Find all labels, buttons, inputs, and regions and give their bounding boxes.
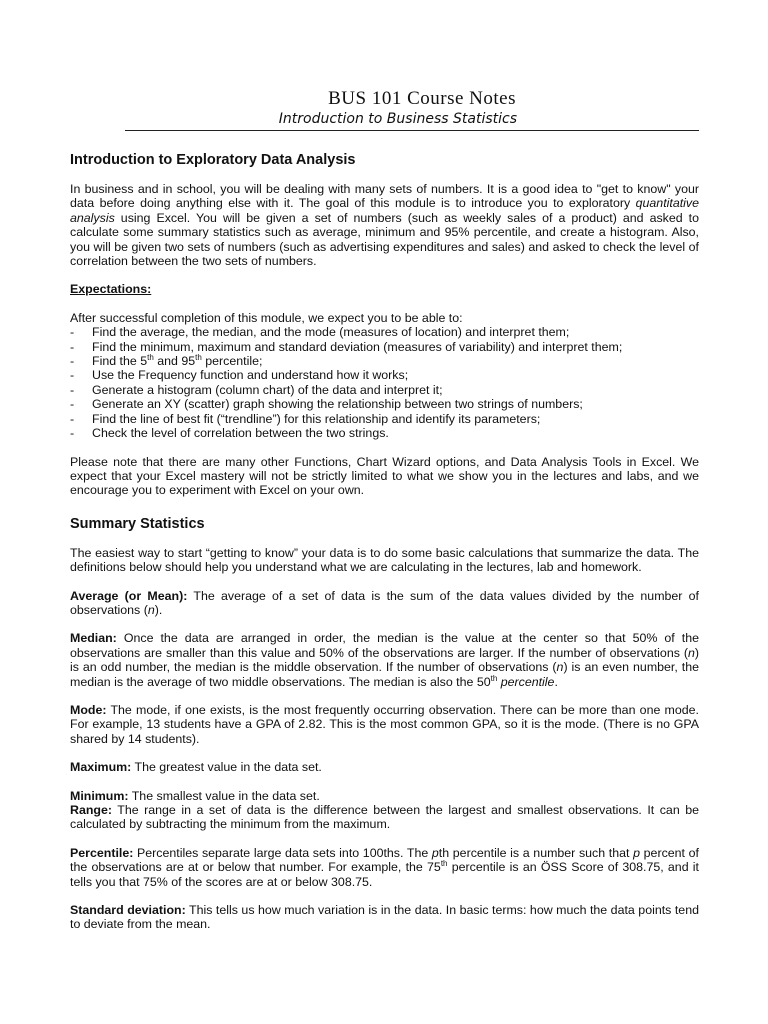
dash-mark: - [70, 411, 75, 426]
list-item-text: Check the level of correlation between the two strings. [92, 426, 389, 441]
median-definition [70, 631, 699, 689]
dash-mark: - [70, 354, 75, 369]
definition-emphasis: percentile [497, 674, 555, 689]
definition-text: The mode, if one exists, is the most frequently occurring observation. There can be more than one mode. For example, 13 students have a GPA of 2.82. This is the most common GPA, so it is the mode. (There is no GPA shared by 14 students). [70, 702, 699, 746]
intro-text-a: In business and in school, you will be dealing with many sets of numbers. It is a good idea to "get to know" your data before doing anything else with it. The goal of this module is to introduce you to exploratory [70, 182, 699, 211]
definition-text: percentile is an ÖSS Score of 308.75, and it tells you that 75% of the scores are at or below 308.75. [70, 860, 699, 889]
superscript: th [147, 352, 154, 362]
dash-mark: - [70, 325, 75, 340]
range-definition [70, 803, 699, 832]
variable: n [147, 602, 155, 617]
list-item-text: Find the average, the median, and the mode (measures of location) and interpret them; [92, 325, 570, 340]
document-header [70, 88, 699, 128]
list-item-text: Generate an XY (scatter) graph showing the relationship between two strings of numbers; [92, 397, 583, 412]
definition-text: ) is an odd number, the median is the middle observation. If the number of observations ( [70, 645, 699, 675]
definition-term: Standard deviation: [70, 903, 186, 918]
variable: p [431, 845, 439, 860]
definition-term: Mode: [70, 702, 107, 717]
list-item [70, 354, 699, 368]
definition-text: The average of a set of data is the sum of the data values divided by the number of observations ( [70, 588, 699, 617]
intro-text-b: using Excel. You will be given a set of numbers (such as weekly sales of a product) and asked to calculate some summary statistics such as average, minimum and 95% percentile, and create a histogram. Also, you will be given two sets of numbers (such as advertising expenditures and sales) and asked to check the level of correlation between the two sets of numbers. [70, 210, 699, 269]
superscript: th [440, 859, 448, 869]
list-item [70, 383, 699, 397]
definition-term: Percentile: [70, 845, 134, 860]
definition-term: Average (or Mean): [70, 588, 188, 603]
variable: p [633, 845, 641, 860]
minimum-definition [70, 789, 699, 803]
course-title: BUS 101 Course Notes [328, 88, 516, 109]
average-definition [70, 589, 699, 618]
dash-mark: - [70, 426, 75, 441]
definition-text: Once the data are arranged in order, the median is the value at the center so that 50% of the observations are smaller than this value and 50% of the observations are larger. If the number of observations ( [70, 631, 699, 660]
definition-term: Minimum: [70, 788, 129, 803]
variable: n [687, 645, 695, 660]
intro-emphasis: quantitative analysis [70, 196, 699, 225]
list-item-text: Find the line of best fit (“trendline”) for this relationship and identify its parameters; [92, 411, 541, 426]
definition-term: Maximum: [70, 760, 132, 775]
variable: n [556, 660, 564, 675]
list-item-text: percentile; [201, 354, 263, 369]
summary-intro: The easiest way to start “getting to know” your data is to do some basic calculations that summarize the data. The definitions below should help you understand what we are calculating in the lectures, lab and homework. [70, 545, 699, 575]
percentile-definition [70, 846, 699, 889]
list-item [70, 397, 699, 411]
document-page [70, 88, 699, 946]
dash-mark: - [70, 397, 75, 412]
definition-term: Range: [70, 803, 112, 817]
maximum-definition [70, 760, 699, 774]
definition-text: The range in a set of data is the difference between the largest and smallest observations. It can be calculated by subtracting the minimum from the maximum. [70, 803, 699, 832]
expectations-label: Expectations: [70, 282, 152, 297]
definition-term: Median: [70, 631, 117, 646]
list-item [70, 412, 699, 426]
summary-heading: Summary Statistics [70, 515, 205, 532]
list-item-text: Use the Frequency function and understand how it works; [92, 368, 409, 383]
excel-note: Please note that there are many other Functions, Chart Wizard options, and Data Analysis Tools in Excel. We expect that your Excel mastery will not be strictly limited to what we show you in the lectures and labs, and we encourage you to experiment with Excel on your own. [70, 454, 699, 498]
expectations-label-line [70, 282, 699, 296]
dash-mark: - [70, 339, 75, 354]
list-item-text: Find the 5 [92, 354, 148, 369]
definition-text: Percentiles separate large data sets into 100ths. The [133, 845, 432, 860]
definition-text: The greatest value in the data set. [131, 760, 322, 775]
list-item [70, 325, 699, 339]
expectations-list [70, 325, 699, 440]
list-item-text: and 95 [153, 354, 196, 369]
course-subtitle: Introduction to Business Statistics [278, 111, 517, 127]
list-item [70, 368, 699, 382]
list-item [70, 426, 699, 440]
header-rule [125, 130, 699, 131]
definition-text: This tells us how much variation is in the data. In basic terms: how much the data points tend to deviate from the mean. [70, 903, 699, 932]
definition-text: percent of the observations are at or below that number. For example, the 75 [70, 845, 699, 875]
dash-mark: - [70, 382, 75, 397]
definition-text: The smallest value in the data set. [128, 788, 320, 803]
intro-paragraph [70, 182, 699, 268]
list-item-text: Generate a histogram (column chart) of the data and interpret it; [92, 382, 443, 397]
mode-definition [70, 703, 699, 746]
definition-text: th percentile is a number such that [438, 845, 634, 860]
definition-text: ) is an even number, the median is the average of two middle observations. The median is also the 50 [70, 660, 700, 689]
list-intro: After successful completion of this module, we expect you to be able to: [70, 310, 463, 325]
stdev-definition [70, 903, 699, 932]
intro-heading: Introduction to Exploratory Data Analysis [70, 152, 356, 168]
dash-mark: - [70, 368, 75, 383]
list-item-text: Find the minimum, maximum and standard deviation (measures of variability) and interpret them; [92, 339, 623, 354]
list-item [70, 340, 699, 354]
superscript: th [195, 352, 202, 362]
definition-text: . [554, 674, 558, 689]
superscript: th [490, 673, 498, 683]
definition-text: ). [154, 602, 163, 617]
